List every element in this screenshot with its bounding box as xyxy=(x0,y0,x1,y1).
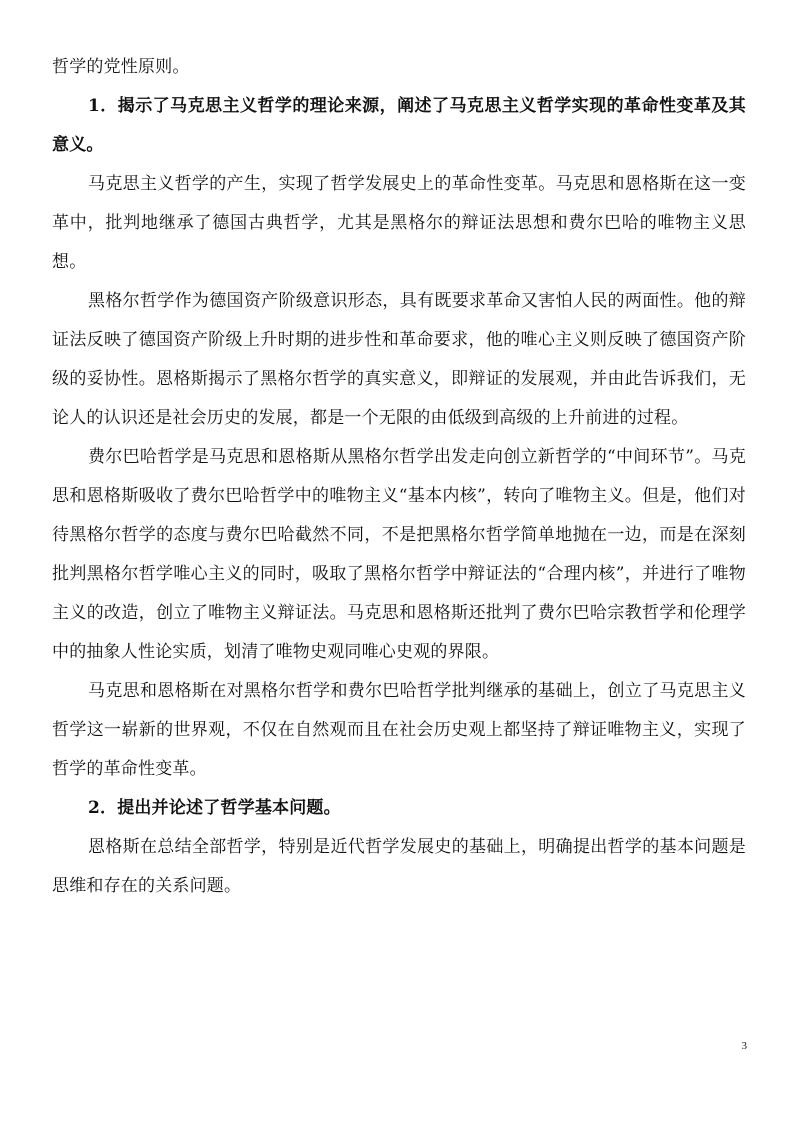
paragraph-hegel: 黑格尔哲学作为德国资产阶级意识形态，具有既要求革命又害怕人民的两面性。他的辩证法反映了德国资产阶级上升时期的进步性和革命要求，他的唯心主义则反映了德国资产阶级的妥协性。恩格斯揭示了黑格尔哲学的真实意义，即辩证的发展观，并由此告诉我们，无论人的认识还是社会历史的发展，都是一个无限的由低级到高级的上升前进的过程。 xyxy=(52,291,746,428)
section-heading-1: 1．揭示了马克思主义哲学的理论来源，阐述了马克思主义哲学实现的革命性变革及其意义。 xyxy=(52,96,746,155)
document-body xyxy=(52,48,746,906)
paragraph-feuerbach: 费尔巴哈哲学是马克思和恩格斯从黑格尔哲学出发走向创立新哲学的“中间环节”。马克思和恩格斯吸收了费尔巴哈哲学中的唯物主义“基本内核”，转向了唯物主义。但是，他们对待黑格尔哲学的态度与费尔巴哈截然不同，不是把黑格尔哲学简单地抛在一边，而是在深刻批判黑格尔哲学唯心主义的同时，吸取了黑格尔哲学中辩证法的“合理内核”，并进行了唯物主义的改造，创立了唯物主义辩证法。马克思和恩格斯还批判了费尔巴哈宗教哲学和伦理学中的抽象人性论实质，划清了唯物史观同唯心史观的界限。 xyxy=(52,447,746,662)
paragraph-continuation: 哲学的党性原则。 xyxy=(52,57,190,77)
paragraph-basic-question: 恩格斯在总结全部哲学，特别是近代哲学发展史的基础上，明确提出哲学的基本问题是思维和存在的关系问题。 xyxy=(52,837,746,896)
paragraph-revolution: 马克思和恩格斯在对黑格尔哲学和费尔巴哈哲学批判继承的基础上，创立了马克思主义哲学这一崭新的世界观，不仅在自然观而且在社会历史观上都坚持了辩证唯物主义，实现了哲学的革命性变革。 xyxy=(52,681,746,779)
paragraph-marxism-origin: 马克思主义哲学的产生，实现了哲学发展史上的革命性变革。马克思和恩格斯在这一变革中，批判地继承了德国古典哲学，尤其是黑格尔的辩证法思想和费尔巴哈的唯物主义思想。 xyxy=(52,174,746,272)
section-heading-2: 2．提出并论述了哲学基本问题。 xyxy=(88,798,341,818)
page-number: 3 xyxy=(741,1040,747,1052)
